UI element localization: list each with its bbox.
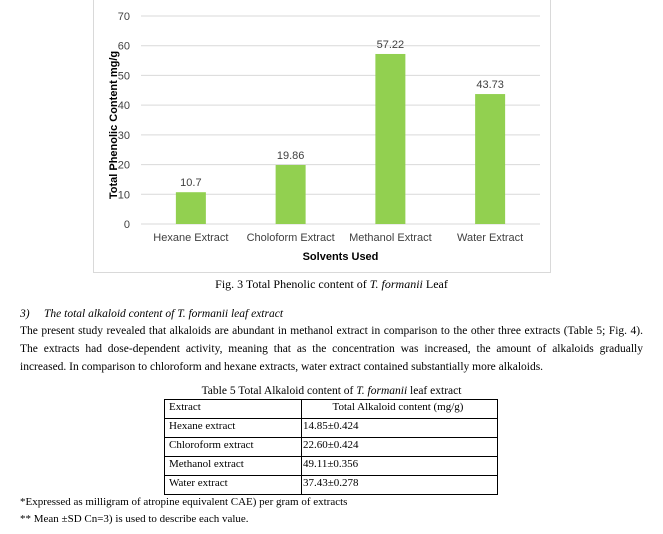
y-tick-label: 50	[117, 70, 130, 83]
data-label: 43.73	[476, 79, 504, 92]
table-cell-extract: Hexane extract	[165, 419, 302, 438]
table-row	[165, 476, 498, 495]
table-cell-content: 49.11±0.356	[302, 457, 498, 476]
y-tick-label: 60	[117, 40, 130, 53]
table-row	[165, 438, 498, 457]
figure-caption	[0, 277, 663, 292]
bar-chart	[93, 0, 551, 273]
table-row	[165, 419, 498, 438]
y-tick-label: 70	[117, 11, 130, 23]
y-tick-label: 0	[123, 219, 130, 231]
table-cell-content: 37.43±0.278	[302, 476, 498, 495]
section-title: The total alkaloid content of T. formanii leaf extract	[44, 308, 284, 320]
y-tick-label: 10	[117, 189, 130, 202]
x-tick-label: Choloform Extract	[246, 232, 335, 244]
x-tick-label: Methanol Extract	[349, 232, 432, 244]
table-caption-species: T. formanii	[356, 385, 408, 397]
table-caption-suffix: leaf extract	[407, 385, 462, 397]
section-heading	[20, 308, 283, 320]
table-header-extract: Extract	[165, 400, 302, 419]
y-tick-label: 30	[117, 129, 130, 142]
table-row	[165, 457, 498, 476]
y-tick-label: 20	[117, 159, 130, 172]
table-cell-extract: Chloroform extract	[165, 438, 302, 457]
data-label: 57.22	[376, 38, 405, 51]
x-tick-label: Water Extract	[457, 232, 524, 244]
bar	[375, 54, 405, 224]
figure-caption-species: T. formanii	[369, 277, 423, 291]
alkaloid-table	[164, 399, 498, 495]
data-label: 10.7	[180, 177, 202, 190]
bar	[176, 192, 206, 224]
table-cell-extract: Methanol extract	[165, 457, 302, 476]
table-footnote-1: *Expressed as milligram of atropine equivalent CAE) per gram of extracts	[20, 496, 348, 508]
section-number: 3)	[20, 308, 30, 320]
table-cell-extract: Water extract	[165, 476, 302, 495]
y-tick-label: 40	[117, 100, 130, 113]
bar	[475, 94, 505, 224]
figure-caption-prefix: Fig. 3 Total Phenolic content of	[215, 277, 370, 291]
y-axis-title: Total Phenolic Content mg/g	[108, 50, 120, 200]
x-axis-title: Solvents Used	[302, 251, 379, 263]
section-paragraph: The present study revealed that alkaloids are abundant in methanol extract in comparison to the other three extracts (Table 5; Fig. 4). The extracts had dose-dependent activity, meaning that as the concentration was increased, the amount of alkaloids gradually increased. In comparison to chloroform and hexane extracts, water extract contained substantially more alkaloids.	[20, 325, 643, 373]
chart-canvas	[94, 0, 550, 272]
bar	[276, 165, 306, 224]
table-cell-content: 22.60±0.424	[302, 438, 498, 457]
table-cell-content: 14.85±0.424	[302, 419, 498, 438]
table-header-row	[165, 400, 498, 419]
figure-caption-suffix: Leaf	[422, 277, 448, 291]
table-footnote-2: ** Mean ±SD Cn=3) is used to describe each value.	[20, 513, 249, 525]
table-header-content: Total Alkaloid content (mg/g)	[302, 400, 498, 419]
table-caption	[0, 385, 663, 397]
data-label: 19.86	[276, 149, 305, 162]
table-caption-prefix: Table 5 Total Alkaloid content of	[201, 385, 357, 397]
x-tick-label: Hexane Extract	[153, 232, 229, 244]
